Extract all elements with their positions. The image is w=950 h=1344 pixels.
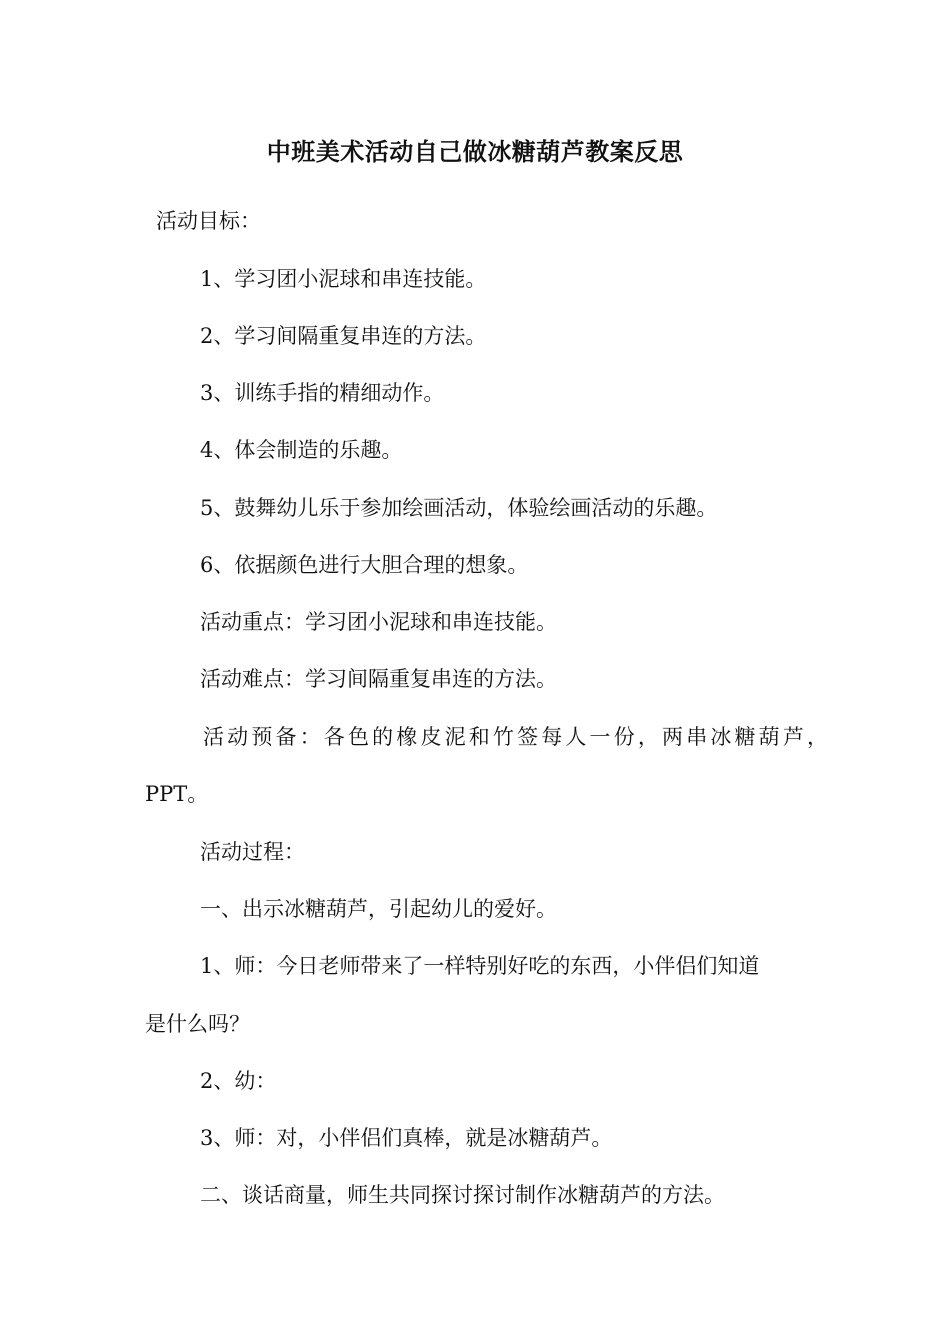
paragraph: 活动预备：各色的橡皮泥和竹签每人一份，两串冰糖葫芦， — [203, 725, 828, 749]
paragraph: 活动难点：学习间隔重复串连的方法。 — [200, 667, 557, 691]
paragraph: 3、训练手指的精细动作。 — [200, 381, 445, 405]
paragraph-continuation: 是什么吗？ — [145, 1012, 250, 1036]
paragraph: 4、体会制造的乐趣。 — [200, 438, 403, 462]
paragraph: 1、学习团小泥球和串连技能。 — [200, 267, 487, 291]
paragraph: 一、出示冰糖葫芦，引起幼儿的爱好。 — [200, 897, 557, 921]
paragraph: 活动重点：学习团小泥球和串连技能。 — [200, 610, 557, 634]
paragraph: 2、幼： — [200, 1069, 277, 1093]
section-label-goals: 活动目标： — [156, 209, 261, 233]
document-title: 中班美术活动自己做冰糖葫芦教案反思 — [266, 137, 684, 166]
paragraph: 5、鼓舞幼儿乐于参加绘画活动，体验绘画活动的乐趣。 — [200, 496, 718, 520]
paragraph: 1、师：今日老师带来了一样特别好吃的东西，小伴侣们知道 — [200, 954, 760, 978]
section-label-process: 活动过程： — [200, 840, 305, 864]
paragraph: 二、谈话商量，师生共同探讨探讨制作冰糖葫芦的方法。 — [200, 1183, 725, 1207]
paragraph-continuation: PPT。 — [145, 782, 209, 806]
paragraph: 6、依据颜色进行大胆合理的想象。 — [200, 553, 529, 577]
paragraph: 3、师：对，小伴侣们真棒，就是冰糖葫芦。 — [200, 1126, 613, 1150]
paragraph: 2、学习间隔重复串连的方法。 — [200, 324, 487, 348]
